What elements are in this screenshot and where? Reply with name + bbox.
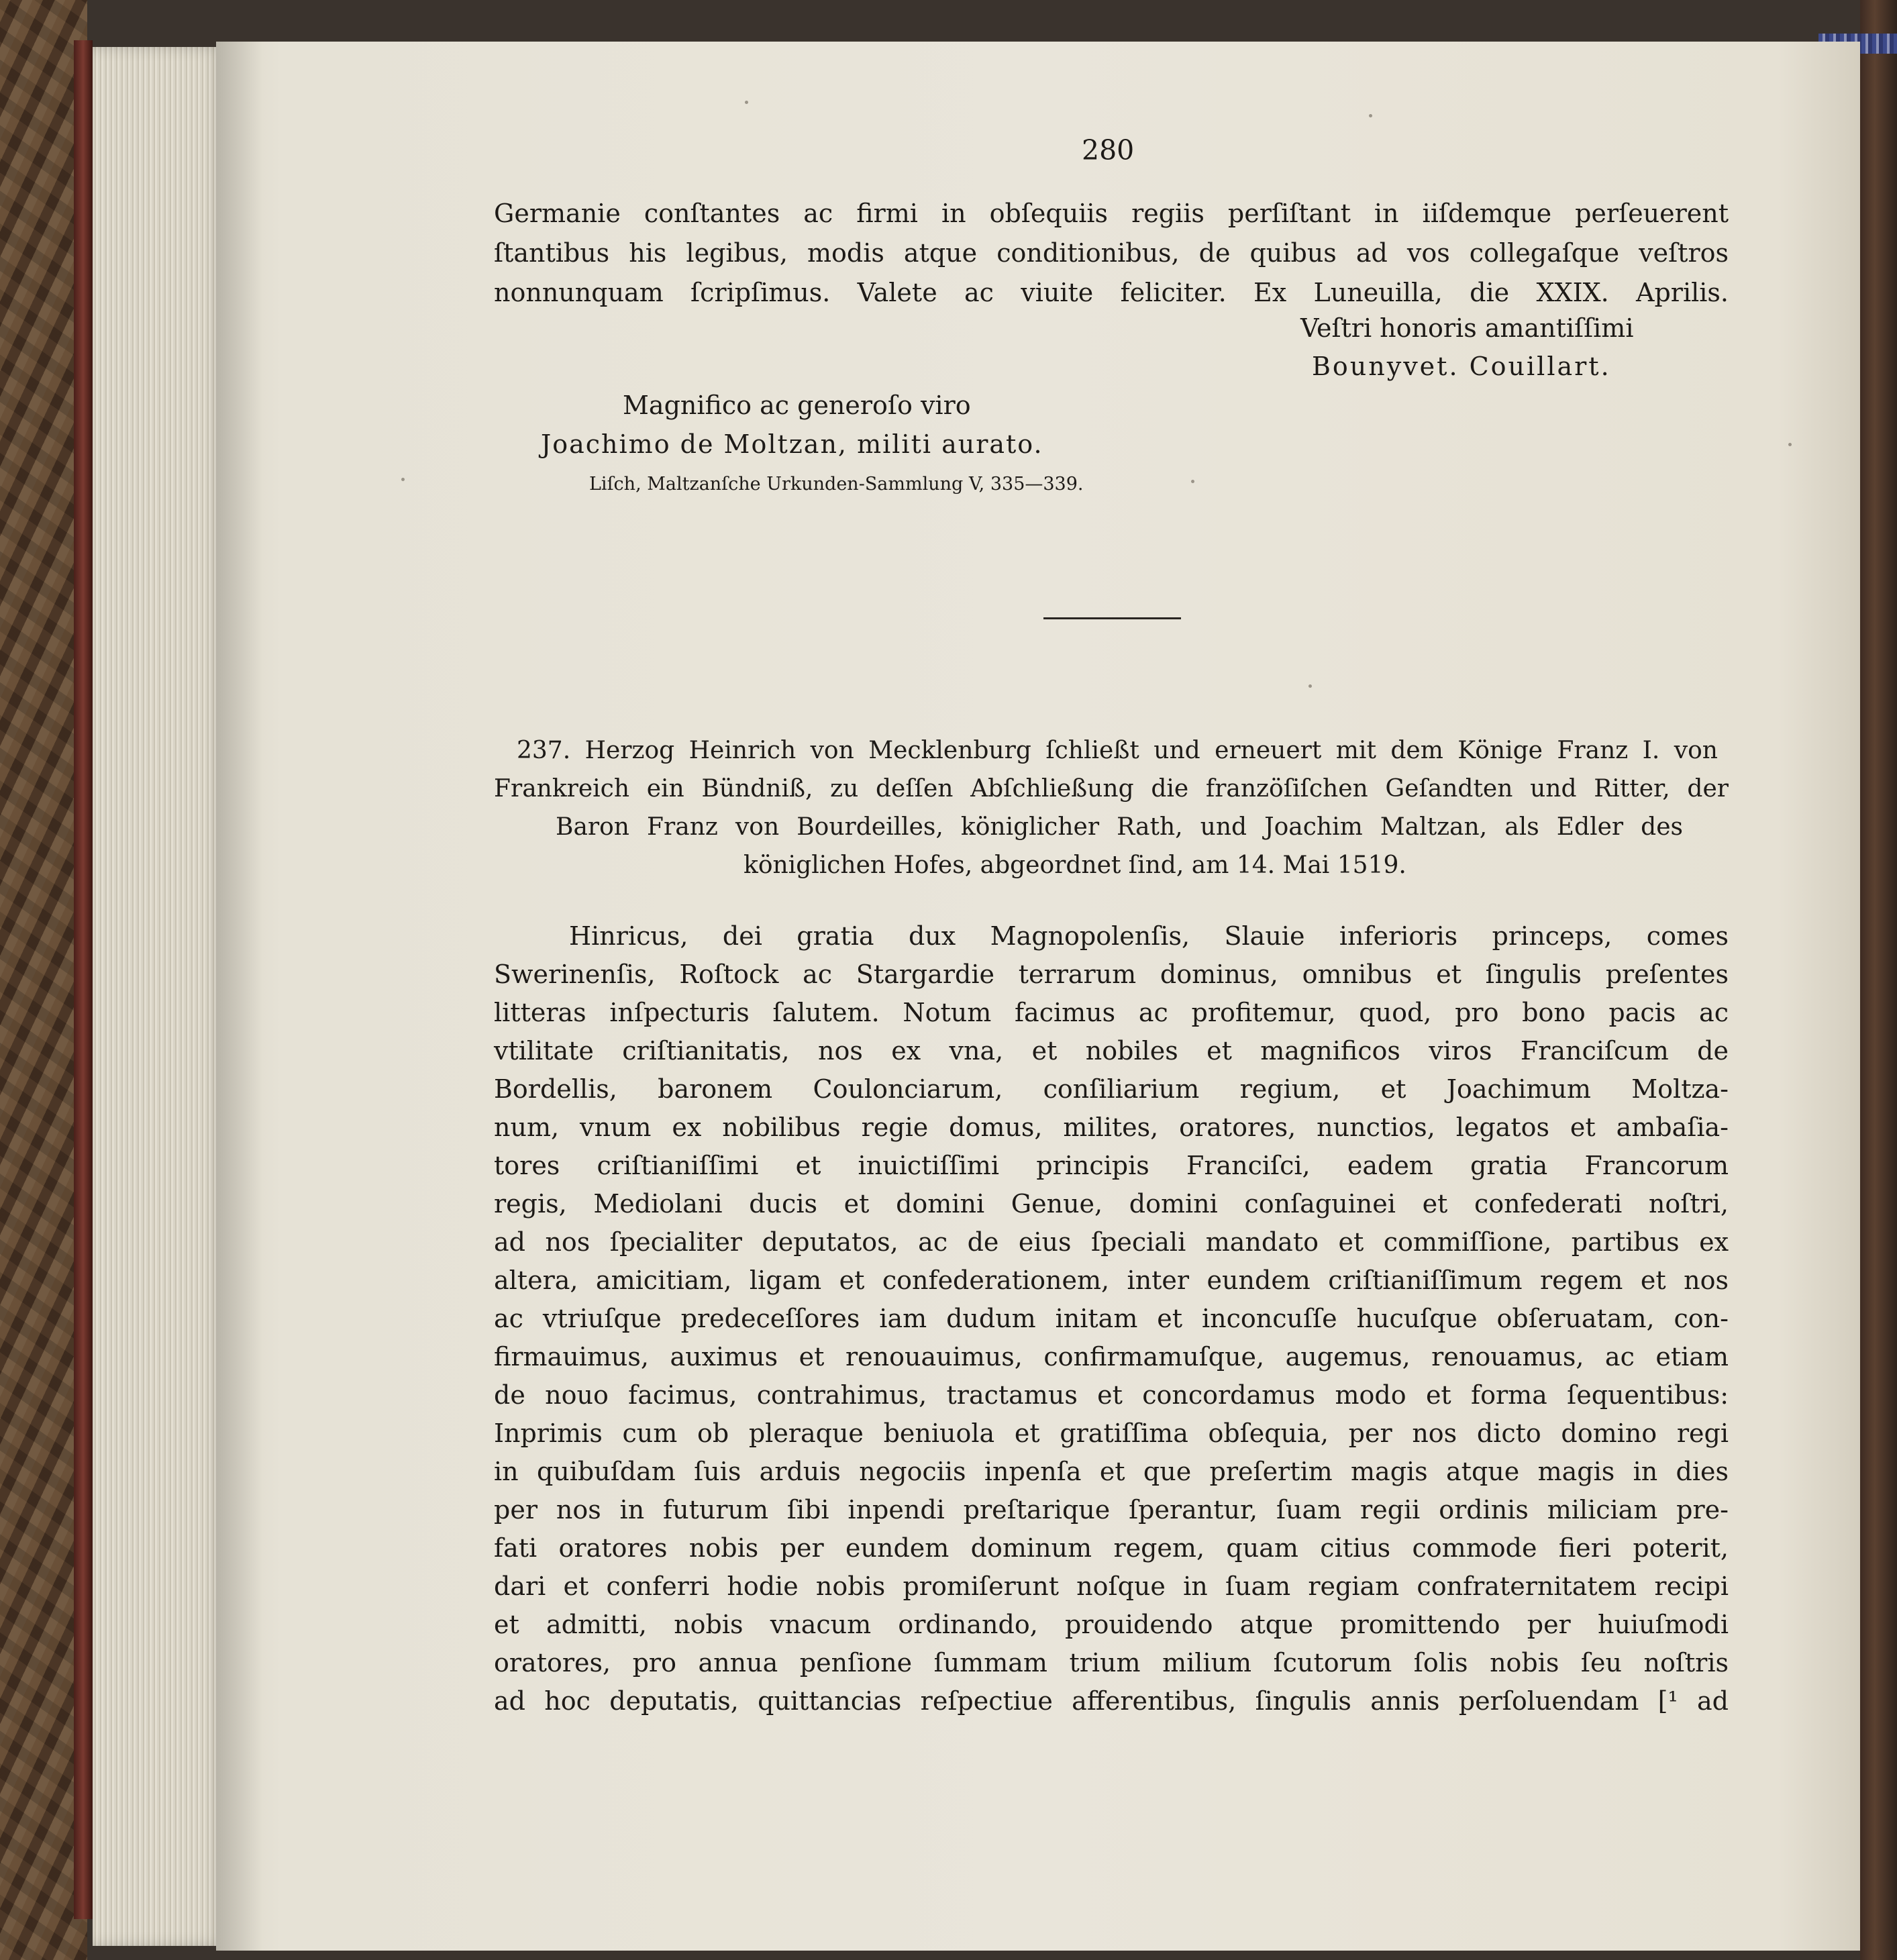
body-text-line: regis, Mediolani ducis et domini Genue, domini conſaguinei et confederati noſtri,	[494, 1189, 1729, 1219]
body-text-line: in quibuſdam ſuis arduis negociis inpenſa et que preſertim magis atque magis in dies	[494, 1457, 1729, 1486]
body-text-line: altera, amicitiam, ligam et confederationem, inter eundem criſtianiſſimum regem et nos	[494, 1266, 1729, 1295]
page-speck	[1369, 114, 1372, 117]
closing-salutation: Veſtri honoris amantiſſimi	[1300, 313, 1634, 343]
address-line: Joachimo de Moltzan, militi aurato.	[541, 429, 1043, 459]
body-text-line: et admitti, nobis vnacum ordinando, prouidendo atque promittendo per huiuſmodi	[494, 1610, 1729, 1639]
closing-signatories: Bounyvet. Couillart.	[1312, 352, 1611, 381]
body-text-line: tores criſtianiſſimi et inuictiſſimi principis Franciſci, eadem gratia Francorum	[494, 1151, 1729, 1180]
page-speck	[1309, 684, 1312, 688]
body-text-line: Bordellis, baronem Coulonciarum, conſiliarium regium, et Joachimum Moltza-	[494, 1074, 1729, 1104]
previous-text-line: nonnunquam ſcripſimus. Valete ac viuite feliciter. Ex Luneuilla, die XXIX. Aprilis.	[494, 278, 1729, 307]
body-text-line: oratores, pro annua penſione ſummam trium milium ſcutorum ſolis nobis ſeu noſtris	[494, 1648, 1729, 1678]
body-text-line: firmauimus, auximus et renouauimus, confirmamuſque, augemus, renouamus, ac etiam	[494, 1342, 1729, 1372]
body-text-line: vtilitate criſtianitatis, nos ex vna, et nobiles et magnificos viros Franciſcum de	[494, 1036, 1729, 1066]
previous-text-line: ſtantibus his legibus, modis atque conditionibus, de quibus ad vos collegaſque veſtros	[494, 238, 1729, 268]
body-text-line: fati oratores nobis per eundem dominum regem, quam citius commode fieri poterit,	[494, 1533, 1729, 1563]
section-separator	[1043, 617, 1181, 619]
body-text-line: ad nos ſpecialiter deputatos, ac de eius ſpeciali mandato et commiſſione, partibus ex	[494, 1227, 1729, 1257]
body-text-line: Swerinenſis, Roſtock ac Stargardie terrarum dominus, omnibus et ſingulis preſentes	[494, 960, 1729, 989]
previous-text-line: Germanie conſtantes ac firmi in obſequiis regiis perſiſtant in iiſdemque perſeuerent	[494, 199, 1729, 228]
gutter-shadow	[216, 42, 263, 1951]
body-text-line: ad hoc deputatis, quittancias reſpectiue afferentibus, ſingulis annis perſoluendam [¹ ad	[494, 1686, 1729, 1716]
document-heading-line: Baron Franz von Bourdeilles, königlicher Rath, und Joachim Maltzan, als Edler des	[556, 813, 1683, 841]
body-text-line: Inprimis cum ob pleraque beniuola et gratiſſima obſequia, per nos dicto domino regi	[494, 1419, 1729, 1448]
spine-edge	[74, 40, 93, 1919]
body-text-line: de nouo facimus, contrahimus, tractamus et concordamus modo et forma ſequentibus:	[494, 1380, 1729, 1410]
document-heading-line: 237. Herzog Heinrich von Mecklenburg ſchließt und erneuert mit dem Könige Franz I. von	[517, 737, 1718, 764]
page-speck	[1788, 443, 1792, 446]
cover-right	[1860, 0, 1897, 1960]
address-line: Magnifico ac generoſo viro	[623, 391, 971, 420]
page-speck	[1191, 480, 1194, 483]
page-speck	[401, 478, 405, 481]
page-stack-edge	[93, 47, 227, 1946]
page-speck	[745, 101, 748, 104]
body-text-line: dari et conferri hodie nobis promiſerunt noſque in ſuam regiam confraternitatem recipi	[494, 1571, 1729, 1601]
body-text-line: Hinricus, dei gratia dux Magnopolenſis, Slauie inferioris princeps, comes	[569, 921, 1729, 951]
document-heading-line: königlichen Hofes, abgeordnet ſind, am 14. Mai 1519.	[744, 852, 1406, 879]
page-number: 280	[1082, 134, 1135, 166]
body-text-line: num, vnum ex nobilibus regie domus, milites, oratores, nunctios, legatos et ambaſia-	[494, 1113, 1729, 1142]
body-text-line: per nos in futurum ſibi inpendi preſtarique ſperantur, ſuam regii ordinis miliciam pre-	[494, 1495, 1729, 1525]
body-text-line: litteras inſpecturis ſalutem. Notum facimus ac profitemur, quod, pro bono pacis ac	[494, 998, 1729, 1027]
body-text-line: ac vtriuſque predeceſſores iam dudum initam et inconcuſſe hucuſque obſeruatam, con-	[494, 1304, 1729, 1333]
document-heading-line: Frankreich ein Bündniß, zu deſſen Abſchließung die franzöſiſchen Geſandten und Ritter, der	[494, 775, 1729, 803]
source-citation: Liſch, Maltzanſche Urkunden-Sammlung V, 335—339.	[589, 474, 1084, 495]
